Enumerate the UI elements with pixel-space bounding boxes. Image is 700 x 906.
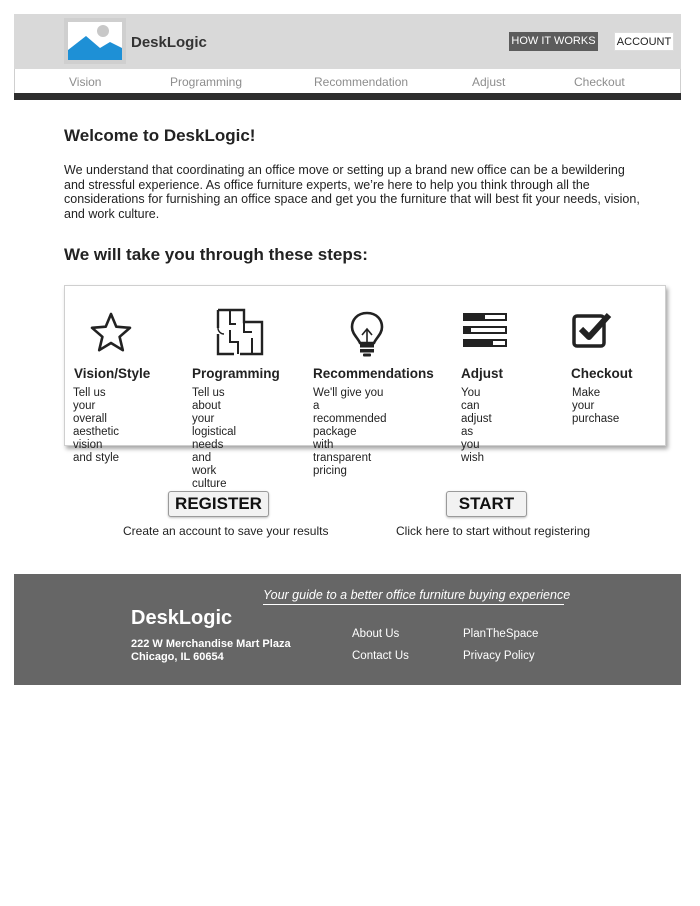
logo-image[interactable]: [64, 18, 126, 64]
step-desc: You can adjust as you wish: [461, 387, 492, 464]
sliders-icon: [463, 313, 507, 349]
image-placeholder-icon: [68, 22, 122, 60]
step-title: Recommendations: [313, 366, 434, 381]
step-title: Programming: [192, 366, 280, 381]
step-desc: We'll give you a recommended package with transparent pricing: [313, 387, 387, 477]
floorplan-icon: [216, 308, 264, 356]
address-line-1: 222 W Merchandise Mart Plaza: [131, 638, 291, 650]
nav-divider: [14, 93, 681, 100]
step-desc: Make your purchase: [572, 387, 620, 425]
footer-address: [131, 638, 291, 664]
steps-heading: We will take you through these steps:: [64, 245, 368, 264]
planthespace-link[interactable]: PlanTheSpace: [463, 628, 539, 640]
brand-name[interactable]: DeskLogic: [131, 34, 207, 51]
footer-tagline: Your guide to a better office furniture buying experience: [263, 588, 571, 602]
account-button[interactable]: ACCOUNT: [614, 32, 674, 51]
about-us-link[interactable]: About Us: [352, 628, 400, 640]
checkbox-icon: [572, 311, 612, 349]
nav-item-checkout[interactable]: Checkout: [574, 75, 625, 89]
step-title: Vision/Style: [74, 366, 151, 381]
progress-nav: [14, 69, 681, 93]
address-line-2: Chicago, IL 60654: [131, 651, 224, 663]
nav-item-adjust[interactable]: Adjust: [472, 75, 506, 89]
footer-brand[interactable]: DeskLogic: [131, 607, 233, 629]
privacy-policy-link[interactable]: Privacy Policy: [463, 650, 535, 662]
step-title: Adjust: [461, 366, 503, 381]
intro-text: We understand that coordinating an office move or setting up a brand new office can be a bewildering and stressful experience. As office furniture experts, we’re here to help you think through all the considerations for furnishing an office space and get you the furniture that will best fit your needs, vision, and work culture.: [64, 163, 640, 221]
star-icon: [90, 311, 132, 353]
start-button[interactable]: START: [446, 491, 527, 517]
contact-us-link[interactable]: Contact Us: [352, 650, 409, 662]
steps-panel: [64, 285, 666, 490]
register-button[interactable]: REGISTER: [168, 491, 269, 517]
lightbulb-icon: [349, 311, 385, 357]
step-desc: Tell us about your logistical needs and work culture: [192, 387, 237, 490]
how-it-works-button[interactable]: HOW IT WORKS: [509, 32, 598, 51]
tagline-divider: [263, 604, 564, 605]
start-caption: Click here to start without registering: [396, 524, 591, 538]
step-desc: Tell us your overall aesthetic vision and style: [73, 387, 120, 464]
nav-item-vision[interactable]: Vision: [69, 75, 102, 89]
register-caption: Create an account to save your results: [123, 524, 329, 538]
nav-item-recommendation[interactable]: Recommendation: [314, 75, 409, 89]
step-title: Checkout: [571, 366, 633, 381]
nav-item-programming[interactable]: Programming: [170, 75, 243, 89]
welcome-heading: Welcome to DeskLogic!: [64, 126, 256, 145]
